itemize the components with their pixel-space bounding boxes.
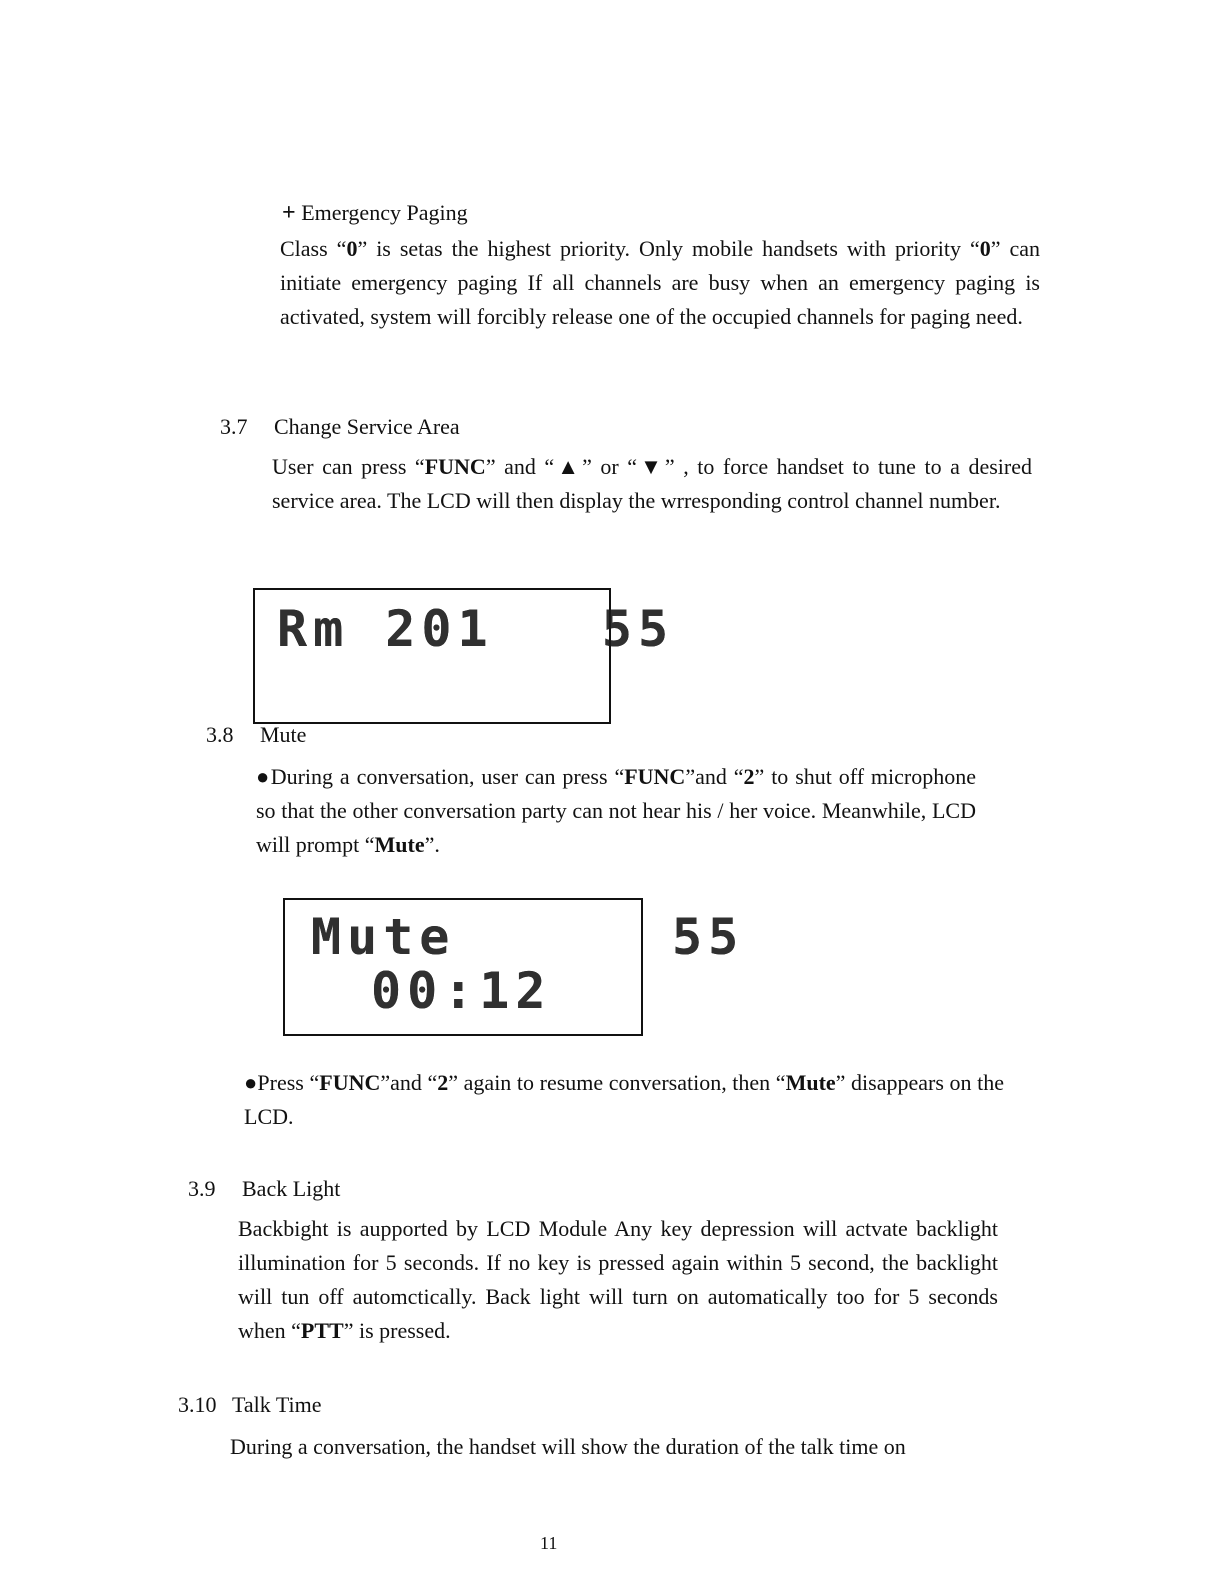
section-number: 3.7	[220, 414, 248, 439]
text-run: Backbight is aupported by LCD Module Any key depression will actvate backlight illumination for 5 seconds. If no key is pressed again within 5 second, the backlight will tun off automctically. Back light will turn on automatically too for 5 seconds when “	[238, 1216, 998, 1343]
mute-word: Mute	[374, 832, 425, 857]
text-run: ” to shut off microphone so that the other conversation party can not hear his / her voice. Meanwhile, LCD will prompt “	[256, 764, 976, 857]
section-3-10-heading	[178, 1388, 322, 1422]
section-title: Talk Time	[232, 1392, 322, 1417]
section-number: 3.8	[206, 722, 234, 747]
plus-icon: +	[282, 200, 296, 226]
emergency-paragraph	[280, 232, 1040, 334]
priority-value: 0	[979, 236, 991, 261]
func-key: FUNC	[424, 454, 486, 479]
text-run: ”and “	[685, 764, 744, 789]
key-2: 2	[743, 764, 755, 789]
lcd-display-service-area	[253, 588, 675, 724]
bullet-icon: ●	[256, 764, 271, 789]
up-arrow-icon: ▲	[554, 454, 583, 479]
section-number: 3.10	[178, 1392, 217, 1417]
section-3-10-paragraph	[230, 1430, 1000, 1464]
text-run: ” is setas the highest priority. Only mobile handsets with priority “	[357, 236, 980, 261]
emergency-heading	[282, 196, 468, 230]
section-3-8-heading	[206, 718, 306, 752]
ptt-key: PTT	[300, 1318, 344, 1343]
text-run: ” and “	[485, 454, 555, 479]
priority-value: 0	[346, 236, 358, 261]
section-3-8-paragraph-2	[244, 1066, 1004, 1134]
text-run: ” is pressed.	[343, 1318, 451, 1343]
mute-word: Mute	[785, 1070, 836, 1095]
text-run: User can press “	[272, 454, 425, 479]
text-run: Class “	[280, 236, 347, 261]
down-arrow-icon: ▼	[637, 454, 665, 479]
text-run: ”.	[424, 832, 440, 857]
section-title: Change Service Area	[274, 414, 460, 439]
emergency-title: Emergency Paging	[301, 200, 468, 225]
text-run: During a conversation, user can press “	[270, 764, 625, 789]
section-number: 3.9	[188, 1176, 216, 1201]
text-run: ” disappears on the LCD.	[244, 1070, 1005, 1129]
section-3-7-heading	[220, 410, 460, 444]
section-title: Mute	[260, 722, 307, 747]
page-number: 11	[540, 1533, 558, 1553]
lcd-display-mute	[283, 898, 745, 1036]
func-key: FUNC	[624, 764, 686, 789]
text-run: ”and “	[380, 1070, 438, 1095]
text-run: ” again to resume conversation, then “	[448, 1070, 786, 1095]
lcd-line-2: 00:12	[371, 962, 552, 1020]
text-run: Press “	[257, 1070, 320, 1095]
key-2: 2	[437, 1070, 449, 1095]
lcd-line-1: Rm 201 55	[277, 600, 675, 658]
text-run: ” , to force handset to tune to a desired service area. The LCD will then display the wrresponding control channel number.	[272, 454, 1032, 513]
section-3-9-paragraph	[238, 1212, 998, 1348]
text-run: During a conversation, the handset will show the duration of the talk time on	[230, 1434, 906, 1459]
section-3-7-paragraph	[272, 450, 1032, 518]
section-title: Back Light	[242, 1176, 341, 1201]
section-3-9-heading	[188, 1172, 340, 1206]
text-run: ” can initiate emergency paging If all channels are busy when an emergency paging is activated, system will forcibly release one of the occupied channels for paging need.	[280, 236, 1040, 329]
func-key: FUNC	[319, 1070, 381, 1095]
section-3-8-paragraph-1	[256, 760, 976, 862]
lcd-line-1: Mute 55	[311, 908, 745, 966]
text-run: ” or “	[582, 454, 638, 479]
bullet-icon: ●	[244, 1070, 258, 1095]
